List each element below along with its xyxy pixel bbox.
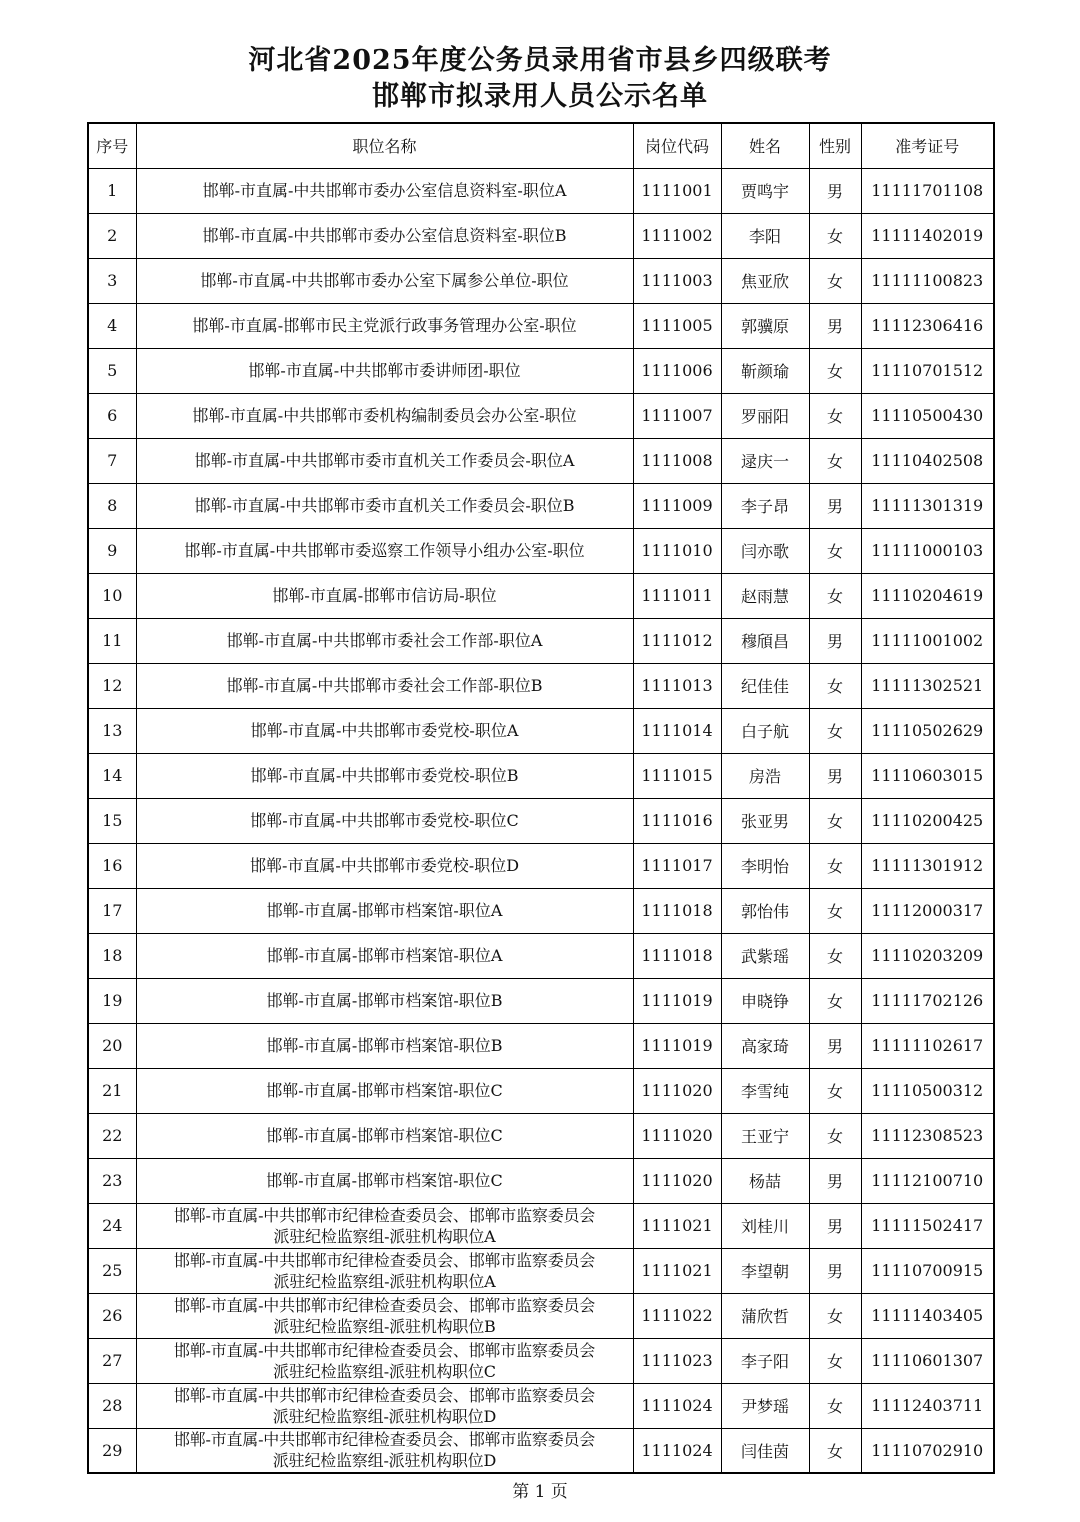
cell-name: 逯庆一 [721, 438, 809, 483]
position-line-2: 派驻纪检监察组-派驻机构职位C [273, 1361, 496, 1381]
cell-name: 郭怡伟 [721, 888, 809, 933]
cell-position [136, 978, 633, 1023]
table-row [88, 303, 994, 348]
cell-gender: 男 [809, 483, 861, 528]
table-row [88, 393, 994, 438]
cell-seq: 11 [88, 618, 136, 663]
position-line: 邯郸-市直属-邯郸市档案馆-职位C [266, 1170, 503, 1190]
table-header-row [88, 123, 994, 168]
cell-name: 刘桂川 [721, 1203, 809, 1248]
cell-code: 1111001 [633, 168, 721, 213]
cell-gender: 女 [809, 573, 861, 618]
cell-gender: 男 [809, 1158, 861, 1203]
cell-gender: 女 [809, 708, 861, 753]
cell-exam-no: 11111702126 [861, 978, 994, 1023]
cell-code: 1111024 [633, 1383, 721, 1428]
cell-gender: 女 [809, 978, 861, 1023]
header-position: 职位名称 [136, 123, 633, 168]
cell-gender: 女 [809, 1428, 861, 1473]
cell-name: 武紫瑶 [721, 933, 809, 978]
cell-code: 1111021 [633, 1203, 721, 1248]
cell-exam-no: 11111301912 [861, 843, 994, 888]
table-row [88, 888, 994, 933]
page-title-line2: 邯郸市拟录用人员公示名单 [372, 81, 708, 112]
cell-name: 申晓铮 [721, 978, 809, 1023]
cell-position [136, 618, 633, 663]
table-row [88, 1248, 994, 1293]
table-row [88, 438, 994, 483]
cell-seq: 13 [88, 708, 136, 753]
cell-exam-no: 11110500430 [861, 393, 994, 438]
cell-exam-no: 11111302521 [861, 663, 994, 708]
position-line: 邯郸-市直属-邯郸市档案馆-职位B [266, 1035, 503, 1055]
cell-seq: 1 [88, 168, 136, 213]
cell-seq: 29 [88, 1428, 136, 1473]
header-gender: 性别 [809, 123, 861, 168]
position-line: 邯郸-市直属-中共邯郸市纪律检查委员会、邯郸市监察委员会 [173, 1385, 596, 1405]
cell-exam-no: 11111502417 [861, 1203, 994, 1248]
position-line: 邯郸-市直属-中共邯郸市委办公室信息资料室-职位A [202, 180, 567, 200]
table-row [88, 528, 994, 573]
position-line: 邯郸-市直属-中共邯郸市纪律检查委员会、邯郸市监察委员会 [173, 1250, 596, 1270]
position-line-2: 派驻纪检监察组-派驻机构职位A [273, 1271, 496, 1291]
cell-position [136, 1158, 633, 1203]
cell-exam-no: 11110200425 [861, 798, 994, 843]
cell-exam-no: 11110204619 [861, 573, 994, 618]
cell-seq: 19 [88, 978, 136, 1023]
cell-code: 1111017 [633, 843, 721, 888]
position-line: 邯郸-市直属-中共邯郸市委市直机关工作委员会-职位A [194, 450, 575, 470]
cell-gender: 女 [809, 438, 861, 483]
cell-gender: 女 [809, 1293, 861, 1338]
cell-code: 1111005 [633, 303, 721, 348]
header-name: 姓名 [721, 123, 809, 168]
cell-exam-no: 11111402019 [861, 213, 994, 258]
cell-position [136, 213, 633, 258]
position-line: 邯郸-市直属-邯郸市档案馆-职位B [266, 990, 503, 1010]
cell-code: 1111019 [633, 978, 721, 1023]
table-row [88, 1428, 994, 1473]
table-row [88, 933, 994, 978]
table-row [88, 843, 994, 888]
cell-position [136, 1113, 633, 1158]
position-line: 邯郸-市直属-中共邯郸市委党校-职位A [250, 720, 519, 740]
header-code: 岗位代码 [633, 123, 721, 168]
page-number: 第 1 页 [512, 1482, 568, 1502]
position-line: 邯郸-市直属-中共邯郸市委机构编制委员会办公室-职位 [192, 405, 577, 425]
cell-name: 贾鸣宇 [721, 168, 809, 213]
cell-seq: 5 [88, 348, 136, 393]
cell-code: 1111010 [633, 528, 721, 573]
cell-code: 1111019 [633, 1023, 721, 1068]
cell-name: 张亚男 [721, 798, 809, 843]
cell-position [136, 348, 633, 393]
roster-table [87, 122, 995, 1474]
cell-seq: 10 [88, 573, 136, 618]
cell-name: 李雪纯 [721, 1068, 809, 1113]
cell-exam-no: 11110402508 [861, 438, 994, 483]
table-row [88, 1338, 994, 1383]
cell-code: 1111015 [633, 753, 721, 798]
cell-position [136, 1293, 633, 1338]
cell-name: 郭骥原 [721, 303, 809, 348]
cell-seq: 28 [88, 1383, 136, 1428]
cell-position [136, 888, 633, 933]
cell-code: 1111008 [633, 438, 721, 483]
position-line-2: 派驻纪检监察组-派驻机构职位D [272, 1451, 497, 1471]
cell-exam-no: 11110500312 [861, 1068, 994, 1113]
cell-exam-no: 11111403405 [861, 1293, 994, 1338]
cell-code: 1111020 [633, 1113, 721, 1158]
position-line-2: 派驻纪检监察组-派驻机构职位D [272, 1406, 497, 1426]
header-exam-no: 准考证号 [861, 123, 994, 168]
cell-position [136, 168, 633, 213]
cell-exam-no: 11110701512 [861, 348, 994, 393]
cell-code: 1111018 [633, 933, 721, 978]
cell-exam-no: 11112100710 [861, 1158, 994, 1203]
position-line: 邯郸-市直属-中共邯郸市委社会工作部-职位B [226, 675, 543, 695]
cell-position [136, 393, 633, 438]
cell-seq: 9 [88, 528, 136, 573]
cell-exam-no: 11111000103 [861, 528, 994, 573]
cell-code: 1111009 [633, 483, 721, 528]
cell-gender: 男 [809, 618, 861, 663]
cell-gender: 女 [809, 798, 861, 843]
cell-exam-no: 11110603015 [861, 753, 994, 798]
cell-code: 1111021 [633, 1248, 721, 1293]
cell-name: 高家琦 [721, 1023, 809, 1068]
cell-position [136, 258, 633, 303]
cell-code: 1111018 [633, 888, 721, 933]
cell-position [136, 843, 633, 888]
table-row [88, 573, 994, 618]
cell-seq: 2 [88, 213, 136, 258]
cell-position [136, 528, 633, 573]
position-line: 邯郸-市直属-邯郸市信访局-职位 [272, 585, 497, 605]
cell-name: 白子航 [721, 708, 809, 753]
position-line: 邯郸-市直属-中共邯郸市纪律检查委员会、邯郸市监察委员会 [173, 1430, 596, 1450]
cell-gender: 女 [809, 843, 861, 888]
header-seq: 序号 [88, 123, 136, 168]
cell-seq: 27 [88, 1338, 136, 1383]
cell-gender: 女 [809, 1068, 861, 1113]
table-row [88, 483, 994, 528]
page-title-line1: 河北省2025年度公务员录用省市县乡四级联考 [248, 45, 832, 76]
position-line: 邯郸-市直属-中共邯郸市委党校-职位D [249, 855, 520, 875]
cell-seq: 20 [88, 1023, 136, 1068]
cell-name: 穆頎昌 [721, 618, 809, 663]
position-line-2: 派驻纪检监察组-派驻机构职位A [273, 1226, 496, 1246]
cell-exam-no: 11112403711 [861, 1383, 994, 1428]
cell-seq: 24 [88, 1203, 136, 1248]
cell-position [136, 573, 633, 618]
cell-code: 1111020 [633, 1158, 721, 1203]
cell-gender: 女 [809, 213, 861, 258]
table-row [88, 1203, 994, 1248]
position-line: 邯郸-市直属-中共邯郸市委社会工作部-职位A [226, 630, 543, 650]
cell-gender: 女 [809, 258, 861, 303]
cell-code: 1111020 [633, 1068, 721, 1113]
cell-name: 李明怡 [721, 843, 809, 888]
table-row [88, 348, 994, 393]
cell-seq: 22 [88, 1113, 136, 1158]
cell-name: 王亚宁 [721, 1113, 809, 1158]
cell-gender: 女 [809, 528, 861, 573]
cell-gender: 男 [809, 1023, 861, 1068]
cell-position [136, 1428, 633, 1473]
cell-seq: 8 [88, 483, 136, 528]
cell-gender: 女 [809, 1113, 861, 1158]
cell-position [136, 438, 633, 483]
position-line: 邯郸-市直属-邯郸市档案馆-职位C [266, 1125, 503, 1145]
cell-name: 尹梦瑶 [721, 1383, 809, 1428]
table-row [88, 978, 994, 1023]
position-line: 邯郸-市直属-中共邯郸市委巡察工作领导小组办公室-职位 [184, 540, 585, 560]
cell-exam-no: 11110702910 [861, 1428, 994, 1473]
cell-gender: 女 [809, 663, 861, 708]
table-row [88, 708, 994, 753]
table-row [88, 1113, 994, 1158]
cell-seq: 3 [88, 258, 136, 303]
cell-position [136, 1203, 633, 1248]
cell-position [136, 1383, 633, 1428]
cell-position [136, 303, 633, 348]
cell-seq: 14 [88, 753, 136, 798]
cell-gender: 男 [809, 1203, 861, 1248]
cell-exam-no: 11111001002 [861, 618, 994, 663]
cell-code: 1111016 [633, 798, 721, 843]
cell-exam-no: 11110502629 [861, 708, 994, 753]
cell-exam-no: 11111102617 [861, 1023, 994, 1068]
cell-exam-no: 11111301319 [861, 483, 994, 528]
position-line: 邯郸-市直属-中共邯郸市纪律检查委员会、邯郸市监察委员会 [173, 1205, 596, 1225]
cell-name: 闫佳茵 [721, 1428, 809, 1473]
cell-name: 焦亚欣 [721, 258, 809, 303]
cell-name: 房浩 [721, 753, 809, 798]
cell-position [136, 1023, 633, 1068]
table-row [88, 1068, 994, 1113]
position-line: 邯郸-市直属-邯郸市档案馆-职位A [266, 945, 503, 965]
table-row [88, 663, 994, 708]
position-line: 邯郸-市直属-邯郸市档案馆-职位C [266, 1080, 503, 1100]
cell-code: 1111011 [633, 573, 721, 618]
cell-code: 1111002 [633, 213, 721, 258]
cell-exam-no: 11112308523 [861, 1113, 994, 1158]
cell-gender: 女 [809, 888, 861, 933]
position-line: 邯郸-市直属-邯郸市档案馆-职位A [266, 900, 503, 920]
cell-exam-no: 11110700915 [861, 1248, 994, 1293]
cell-gender: 男 [809, 1248, 861, 1293]
cell-position [136, 1338, 633, 1383]
cell-position [136, 753, 633, 798]
cell-code: 1111003 [633, 258, 721, 303]
cell-exam-no: 11110203209 [861, 933, 994, 978]
cell-position [136, 933, 633, 978]
cell-position [136, 798, 633, 843]
cell-seq: 7 [88, 438, 136, 483]
cell-seq: 6 [88, 393, 136, 438]
table-row [88, 753, 994, 798]
cell-name: 李阳 [721, 213, 809, 258]
position-line: 邯郸-市直属-中共邯郸市纪律检查委员会、邯郸市监察委员会 [173, 1340, 596, 1360]
cell-code: 1111014 [633, 708, 721, 753]
cell-code: 1111006 [633, 348, 721, 393]
cell-code: 1111013 [633, 663, 721, 708]
cell-code: 1111012 [633, 618, 721, 663]
cell-code: 1111022 [633, 1293, 721, 1338]
cell-seq: 15 [88, 798, 136, 843]
cell-name: 罗丽阳 [721, 393, 809, 438]
position-line: 邯郸-市直属-中共邯郸市委市直机关工作委员会-职位B [194, 495, 575, 515]
cell-position [136, 1248, 633, 1293]
cell-seq: 17 [88, 888, 136, 933]
cell-name: 李子阳 [721, 1338, 809, 1383]
cell-seq: 16 [88, 843, 136, 888]
cell-exam-no: 11110601307 [861, 1338, 994, 1383]
table-body [88, 168, 994, 1473]
cell-name: 纪佳佳 [721, 663, 809, 708]
cell-seq: 21 [88, 1068, 136, 1113]
position-line: 邯郸-市直属-中共邯郸市纪律检查委员会、邯郸市监察委员会 [173, 1295, 596, 1315]
cell-gender: 女 [809, 348, 861, 393]
table-row [88, 1023, 994, 1068]
cell-gender: 女 [809, 933, 861, 978]
table-row [88, 1383, 994, 1428]
cell-name: 李子昂 [721, 483, 809, 528]
position-line: 邯郸-市直属-邯郸市民主党派行政事务管理办公室-职位 [192, 315, 577, 335]
cell-exam-no: 11112306416 [861, 303, 994, 348]
cell-gender: 男 [809, 168, 861, 213]
table-row [88, 618, 994, 663]
cell-gender: 女 [809, 1383, 861, 1428]
cell-position [136, 1068, 633, 1113]
position-line: 邯郸-市直属-中共邯郸市委党校-职位B [250, 765, 519, 785]
cell-name: 杨喆 [721, 1158, 809, 1203]
cell-seq: 23 [88, 1158, 136, 1203]
cell-seq: 12 [88, 663, 136, 708]
table-row [88, 213, 994, 258]
cell-seq: 18 [88, 933, 136, 978]
table-row [88, 798, 994, 843]
table-row [88, 168, 994, 213]
cell-name: 闫亦歌 [721, 528, 809, 573]
table-row [88, 258, 994, 303]
cell-gender: 女 [809, 393, 861, 438]
position-line: 邯郸-市直属-中共邯郸市委党校-职位C [250, 810, 519, 830]
cell-seq: 26 [88, 1293, 136, 1338]
cell-position [136, 663, 633, 708]
cell-name: 李望朝 [721, 1248, 809, 1293]
cell-exam-no: 11111701108 [861, 168, 994, 213]
cell-gender: 男 [809, 303, 861, 348]
cell-seq: 4 [88, 303, 136, 348]
position-line: 邯郸-市直属-中共邯郸市委办公室下属参公单位-职位 [200, 270, 569, 290]
table-row [88, 1293, 994, 1338]
cell-position [136, 483, 633, 528]
cell-code: 1111024 [633, 1428, 721, 1473]
cell-gender: 男 [809, 753, 861, 798]
table-row [88, 1158, 994, 1203]
cell-code: 1111007 [633, 393, 721, 438]
cell-code: 1111023 [633, 1338, 721, 1383]
position-line: 邯郸-市直属-中共邯郸市委讲师团-职位 [248, 360, 521, 380]
cell-name: 蒲欣哲 [721, 1293, 809, 1338]
cell-position [136, 708, 633, 753]
cell-exam-no: 11112000317 [861, 888, 994, 933]
cell-name: 赵雨慧 [721, 573, 809, 618]
position-line-2: 派驻纪检监察组-派驻机构职位B [273, 1316, 496, 1336]
position-line: 邯郸-市直属-中共邯郸市委办公室信息资料室-职位B [202, 225, 567, 245]
cell-gender: 女 [809, 1338, 861, 1383]
cell-exam-no: 11111100823 [861, 258, 994, 303]
cell-seq: 25 [88, 1248, 136, 1293]
cell-name: 靳颜瑜 [721, 348, 809, 393]
